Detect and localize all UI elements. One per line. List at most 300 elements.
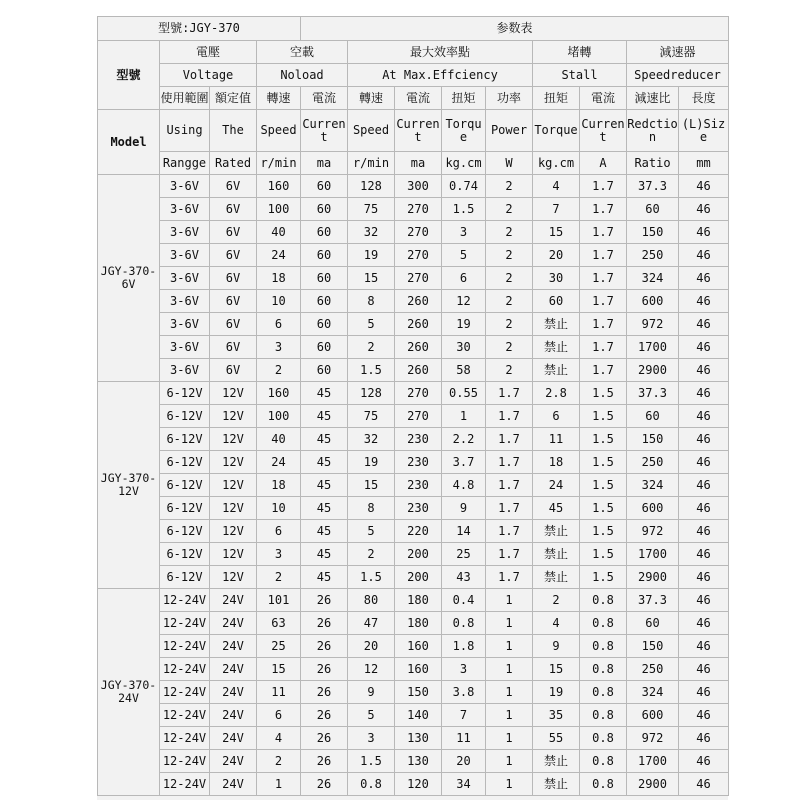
table-cell: 1700 <box>627 336 679 359</box>
table-cell: 6V <box>210 359 257 382</box>
table-cell: 6-12V <box>160 497 210 520</box>
table-cell: 12V <box>210 474 257 497</box>
table-cell: 230 <box>395 497 442 520</box>
voltage-header-en: Voltage <box>160 64 257 87</box>
table-cell: 6-12V <box>160 520 210 543</box>
table-cell: 12-24V <box>160 704 210 727</box>
table-cell: 46 <box>679 635 729 658</box>
table-cell: 324 <box>627 681 679 704</box>
table-cell: 6 <box>257 704 301 727</box>
table-cell: 11 <box>442 727 486 750</box>
table-cell: 230 <box>395 428 442 451</box>
table-cell: 0.8 <box>442 612 486 635</box>
table-cell: 6V <box>210 221 257 244</box>
table-cell: 0.8 <box>580 750 627 773</box>
table-cell: 40 <box>257 428 301 451</box>
table-cell: 2 <box>257 566 301 589</box>
table-cell: 9 <box>442 497 486 520</box>
table-cell: 26 <box>301 681 348 704</box>
table-cell: 2 <box>486 175 533 198</box>
table-cell: 972 <box>627 313 679 336</box>
table-row <box>98 704 729 727</box>
table-cell: 6 <box>533 405 580 428</box>
table-cell: 26 <box>301 773 348 796</box>
stall-header-en: Stall <box>533 64 627 87</box>
table-cell: 18 <box>257 474 301 497</box>
table-cell: 1.5 <box>348 750 395 773</box>
table-cell: 5 <box>348 704 395 727</box>
table-cell: 1.7 <box>580 175 627 198</box>
column-header-cn: 扭矩 <box>533 87 580 110</box>
table-cell: 24 <box>257 244 301 267</box>
table-cell: 24 <box>533 474 580 497</box>
table-cell: 1 <box>486 750 533 773</box>
table-cell: 270 <box>395 198 442 221</box>
column-header-en: Speed <box>257 110 301 152</box>
table-cell: 37.3 <box>627 382 679 405</box>
table-cell: 46 <box>679 474 729 497</box>
table-cell: 260 <box>395 359 442 382</box>
table-cell: 24V <box>210 773 257 796</box>
table-cell: 0.74 <box>442 175 486 198</box>
column-header-en: The <box>210 110 257 152</box>
column-header-en: Torque <box>442 110 486 152</box>
table-cell: 0.4 <box>442 589 486 612</box>
table-cell: 24V <box>210 589 257 612</box>
table-cell: 6V <box>210 313 257 336</box>
table-cell: 46 <box>679 313 729 336</box>
table-cell: 46 <box>679 451 729 474</box>
table-cell: 15 <box>257 658 301 681</box>
table-cell: 46 <box>679 704 729 727</box>
table-cell: 100 <box>257 405 301 428</box>
table-row <box>98 290 729 313</box>
table-cell: 230 <box>395 451 442 474</box>
table-cell: 12-24V <box>160 750 210 773</box>
table-cell: 37.3 <box>627 175 679 198</box>
table-cell: 19 <box>348 244 395 267</box>
table-cell: 20 <box>348 635 395 658</box>
table-cell: 禁止 <box>533 750 580 773</box>
table-cell: 46 <box>679 612 729 635</box>
table-cell: 24V <box>210 681 257 704</box>
column-header-cn: 扭矩 <box>442 87 486 110</box>
table-cell: 2 <box>348 336 395 359</box>
column-header-unit: Rangge <box>160 152 210 175</box>
table-cell: 60 <box>627 405 679 428</box>
table-cell: 2900 <box>627 566 679 589</box>
table-cell: 24V <box>210 635 257 658</box>
table-cell: 0.8 <box>580 727 627 750</box>
table-cell: 270 <box>395 405 442 428</box>
table-cell: 63 <box>257 612 301 635</box>
table-row <box>98 681 729 704</box>
table-cell: 45 <box>301 382 348 405</box>
table-cell: 12V <box>210 382 257 405</box>
table-cell: 46 <box>679 543 729 566</box>
table-cell: 600 <box>627 497 679 520</box>
table-cell: 19 <box>348 451 395 474</box>
table-cell: 禁止 <box>533 313 580 336</box>
table-cell: 15 <box>348 474 395 497</box>
table-cell: 4 <box>533 612 580 635</box>
table-cell: 46 <box>679 589 729 612</box>
table-row <box>98 543 729 566</box>
table-cell: 46 <box>679 405 729 428</box>
table-cell: 120 <box>395 773 442 796</box>
table-row <box>98 428 729 451</box>
table-cell: 1 <box>442 405 486 428</box>
table-cell: 1 <box>486 681 533 704</box>
table-cell: 6-12V <box>160 474 210 497</box>
table-cell: 130 <box>395 727 442 750</box>
table-cell: 7 <box>442 704 486 727</box>
table-cell: 1.5 <box>580 451 627 474</box>
table-cell: 25 <box>442 543 486 566</box>
table-cell: 37.3 <box>627 589 679 612</box>
table-cell: 9 <box>348 681 395 704</box>
table-cell: 46 <box>679 773 729 796</box>
table-cell: 250 <box>627 451 679 474</box>
table-cell: 3 <box>257 543 301 566</box>
table-cell: 1.5 <box>580 428 627 451</box>
table-cell: 1.7 <box>486 566 533 589</box>
column-header-cn: 使用範圍 <box>160 87 210 110</box>
table-cell: 6-12V <box>160 428 210 451</box>
table-row <box>98 359 729 382</box>
table-cell: 26 <box>301 727 348 750</box>
table-row <box>98 658 729 681</box>
table-cell: 324 <box>627 267 679 290</box>
table-cell: 1.7 <box>486 474 533 497</box>
reducer-header-en: Speedreducer <box>627 64 729 87</box>
table-cell: 1.7 <box>486 428 533 451</box>
table-cell: 禁止 <box>533 566 580 589</box>
table-cell: 26 <box>301 612 348 635</box>
table-cell: 3 <box>348 727 395 750</box>
column-header-unit: r/min <box>348 152 395 175</box>
table-cell: 60 <box>627 198 679 221</box>
table-cell: 270 <box>395 221 442 244</box>
table-cell: 0.8 <box>580 773 627 796</box>
table-cell: 0.8 <box>580 658 627 681</box>
table-cell: 1700 <box>627 543 679 566</box>
column-header-cn: 減速比 <box>627 87 679 110</box>
table-cell: 46 <box>679 681 729 704</box>
table-cell: 32 <box>348 221 395 244</box>
table-cell: 46 <box>679 267 729 290</box>
table-cell: 25 <box>257 635 301 658</box>
model-group-label: JGY-370-6V <box>98 175 160 382</box>
table-cell: 972 <box>627 727 679 750</box>
table-cell: 6-12V <box>160 382 210 405</box>
table-cell: 3-6V <box>160 267 210 290</box>
table-row <box>98 773 729 796</box>
table-cell: 45 <box>301 451 348 474</box>
table-row <box>98 267 729 290</box>
table-cell: 60 <box>301 313 348 336</box>
table-cell: 1.7 <box>580 221 627 244</box>
table-cell: 260 <box>395 336 442 359</box>
table-cell: 160 <box>395 658 442 681</box>
table-cell: 12V <box>210 428 257 451</box>
table-cell: 12 <box>442 290 486 313</box>
table-cell: 1.7 <box>486 405 533 428</box>
table-cell: 2 <box>486 313 533 336</box>
table-cell: 75 <box>348 405 395 428</box>
table-cell: 34 <box>442 773 486 796</box>
column-header-en: Current <box>580 110 627 152</box>
table-cell: 58 <box>442 359 486 382</box>
table-cell: 46 <box>679 428 729 451</box>
table-cell: 1 <box>486 704 533 727</box>
table-cell: 26 <box>301 704 348 727</box>
table-cell: 1 <box>486 773 533 796</box>
table-cell: 600 <box>627 704 679 727</box>
table-cell: 2 <box>486 244 533 267</box>
table-cell: 47 <box>348 612 395 635</box>
table-cell: 150 <box>627 428 679 451</box>
table-cell: 9 <box>533 635 580 658</box>
voltage-header-cn: 電壓 <box>160 41 257 64</box>
table-cell: 46 <box>679 382 729 405</box>
efficiency-header-cn: 最大效率點 <box>348 41 533 64</box>
table-cell: 150 <box>395 681 442 704</box>
table-cell: 1.7 <box>580 336 627 359</box>
table-cell: 260 <box>395 290 442 313</box>
table-cell: 2 <box>257 359 301 382</box>
table-cell: 12V <box>210 405 257 428</box>
table-cell: 1.7 <box>486 382 533 405</box>
table-cell: 60 <box>301 175 348 198</box>
table-cell: 35 <box>533 704 580 727</box>
column-header-en: Current <box>395 110 442 152</box>
table-cell: 3.7 <box>442 451 486 474</box>
table-cell: 3-6V <box>160 198 210 221</box>
table-cell: 12V <box>210 497 257 520</box>
table-cell: 3-6V <box>160 336 210 359</box>
table-cell: 101 <box>257 589 301 612</box>
table-cell: 24V <box>210 658 257 681</box>
table-row <box>98 221 729 244</box>
table-cell: 26 <box>301 750 348 773</box>
table-cell: 60 <box>301 221 348 244</box>
table-cell: 5 <box>442 244 486 267</box>
table-cell: 11 <box>257 681 301 704</box>
table-cell: 6-12V <box>160 451 210 474</box>
table-row <box>98 520 729 543</box>
noload-header-cn: 空載 <box>257 41 348 64</box>
table-cell: 160 <box>257 175 301 198</box>
column-header-unit: mm <box>679 152 729 175</box>
table-cell: 180 <box>395 589 442 612</box>
table-cell: 2 <box>486 359 533 382</box>
column-header-unit: W <box>486 152 533 175</box>
table-cell: 3 <box>442 221 486 244</box>
table-cell: 10 <box>257 497 301 520</box>
table-cell: 1 <box>486 589 533 612</box>
table-cell: 19 <box>533 681 580 704</box>
table-cell: 45 <box>301 428 348 451</box>
table-row <box>98 589 729 612</box>
table-cell: 40 <box>257 221 301 244</box>
table-cell: 1.7 <box>580 244 627 267</box>
table-cell: 1.8 <box>442 635 486 658</box>
table-cell: 45 <box>301 566 348 589</box>
table-cell: 46 <box>679 750 729 773</box>
table-cell: 30 <box>442 336 486 359</box>
table-cell: 1.7 <box>580 359 627 382</box>
table-cell: 3-6V <box>160 221 210 244</box>
table-row <box>98 750 729 773</box>
table-row <box>98 405 729 428</box>
table-row <box>98 198 729 221</box>
table-cell: 972 <box>627 520 679 543</box>
table-cell: 1.5 <box>580 474 627 497</box>
table-cell: 1.7 <box>486 543 533 566</box>
table-cell: 12-24V <box>160 727 210 750</box>
table-cell: 2900 <box>627 359 679 382</box>
column-header-unit: Rated <box>210 152 257 175</box>
table-cell: 18 <box>533 451 580 474</box>
table-cell: 20 <box>442 750 486 773</box>
table-cell: 1.5 <box>580 566 627 589</box>
table-cell: 160 <box>395 635 442 658</box>
table-cell: 80 <box>348 589 395 612</box>
table-cell: 130 <box>395 750 442 773</box>
table-cell: 18 <box>257 267 301 290</box>
column-header-unit: ma <box>301 152 348 175</box>
table-row <box>98 474 729 497</box>
table-cell: 0.8 <box>348 773 395 796</box>
table-row <box>98 497 729 520</box>
table-cell: 46 <box>679 727 729 750</box>
table-cell: 75 <box>348 198 395 221</box>
column-header-cn: 轉速 <box>257 87 301 110</box>
table-cell: 15 <box>348 267 395 290</box>
table-row <box>98 451 729 474</box>
column-header-en: Using <box>160 110 210 152</box>
table-cell: 19 <box>442 313 486 336</box>
table-cell: 1.7 <box>580 267 627 290</box>
table-cell: 200 <box>395 543 442 566</box>
table-cell: 150 <box>627 635 679 658</box>
table-cell: 46 <box>679 497 729 520</box>
table-cell: 12V <box>210 543 257 566</box>
table-cell: 6V <box>210 290 257 313</box>
table-cell: 1700 <box>627 750 679 773</box>
table-cell: 45 <box>533 497 580 520</box>
table-cell: 6V <box>210 336 257 359</box>
table-cell: 1.7 <box>580 198 627 221</box>
table-cell: 12-24V <box>160 681 210 704</box>
table-cell: 禁止 <box>533 359 580 382</box>
table-cell: 8 <box>348 290 395 313</box>
table-cell: 5 <box>348 313 395 336</box>
model-header-en: Model <box>98 110 160 175</box>
table-cell: 270 <box>395 267 442 290</box>
table-cell: 1.5 <box>580 405 627 428</box>
table-cell: 1.5 <box>580 382 627 405</box>
table-cell: 2 <box>486 221 533 244</box>
table-cell: 0.8 <box>580 681 627 704</box>
table-cell: 12-24V <box>160 612 210 635</box>
table-cell: 220 <box>395 520 442 543</box>
table-cell: 0.8 <box>580 589 627 612</box>
table-cell: 6-12V <box>160 566 210 589</box>
table-cell: 46 <box>679 359 729 382</box>
table-row <box>98 566 729 589</box>
table-cell: 24V <box>210 750 257 773</box>
table-cell: 14 <box>442 520 486 543</box>
efficiency-header-en: At Max.Effciency <box>348 64 533 87</box>
table-cell: 600 <box>627 290 679 313</box>
table-cell: 270 <box>395 382 442 405</box>
table-cell: 6-12V <box>160 543 210 566</box>
table-cell: 46 <box>679 290 729 313</box>
table-cell: 128 <box>348 382 395 405</box>
table-cell: 0.8 <box>580 704 627 727</box>
column-header-unit: A <box>580 152 627 175</box>
table-cell: 6 <box>442 267 486 290</box>
table-cell: 45 <box>301 543 348 566</box>
table-cell: 46 <box>679 244 729 267</box>
table-cell: 140 <box>395 704 442 727</box>
table-cell: 12V <box>210 566 257 589</box>
table-row <box>98 336 729 359</box>
table-cell: 230 <box>395 474 442 497</box>
table-cell: 6V <box>210 198 257 221</box>
table-cell: 60 <box>301 290 348 313</box>
table-cell: 6 <box>257 520 301 543</box>
column-header-cn: 電流 <box>395 87 442 110</box>
parameter-table-title: 参数表 <box>301 17 729 41</box>
table-cell: 1 <box>486 727 533 750</box>
table-cell: 26 <box>301 635 348 658</box>
table-cell: 60 <box>301 359 348 382</box>
table-cell: 128 <box>348 175 395 198</box>
table-cell: 20 <box>533 244 580 267</box>
table-cell: 1.5 <box>580 520 627 543</box>
table-cell: 1.7 <box>486 451 533 474</box>
reducer-header-cn: 減速器 <box>627 41 729 64</box>
model-group-label: JGY-370-24V <box>98 589 160 796</box>
table-cell: 禁止 <box>533 520 580 543</box>
table-cell: 0.8 <box>580 612 627 635</box>
table-cell: 250 <box>627 244 679 267</box>
table-cell: 6V <box>210 267 257 290</box>
table-cell: 2 <box>486 198 533 221</box>
noload-header-en: Noload <box>257 64 348 87</box>
table-cell: 160 <box>257 382 301 405</box>
table-cell: 12-24V <box>160 658 210 681</box>
table-cell: 45 <box>301 520 348 543</box>
table-cell: 3-6V <box>160 175 210 198</box>
table-cell: 150 <box>627 221 679 244</box>
table-cell: 1.7 <box>486 520 533 543</box>
table-cell: 1.7 <box>580 313 627 336</box>
table-cell: 270 <box>395 244 442 267</box>
table-cell: 6V <box>210 244 257 267</box>
table-row <box>98 635 729 658</box>
table-cell: 5 <box>348 520 395 543</box>
table-cell: 12V <box>210 451 257 474</box>
column-header-en: Power <box>486 110 533 152</box>
table-cell: 1.7 <box>580 290 627 313</box>
column-header-unit: kg.cm <box>533 152 580 175</box>
table-cell: 1 <box>486 658 533 681</box>
column-header-en: (L)Size <box>679 110 729 152</box>
